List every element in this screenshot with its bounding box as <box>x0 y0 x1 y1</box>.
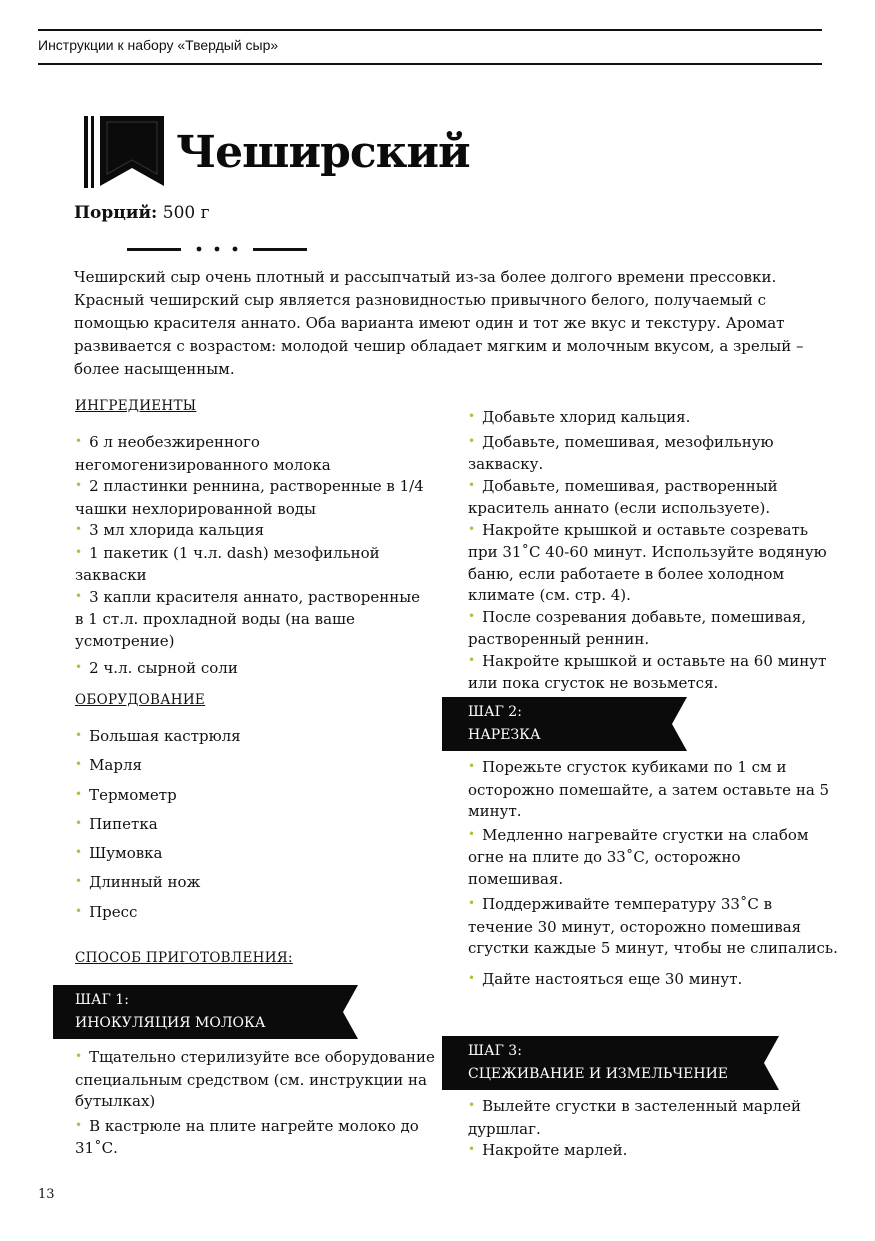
bullet-icon: • <box>468 896 476 910</box>
bullet-icon: • <box>75 1117 83 1132</box>
step1-label: ШАГ 1: <box>75 992 129 1008</box>
step3-banner <box>442 1036 779 1090</box>
step1-list <box>75 1047 435 1160</box>
list-item: • Тщательно стерилизуйте все оборудование специальным средством (см. инструкции на бутылках) <box>75 1048 435 1110</box>
page-number: 13 <box>38 1187 55 1202</box>
list-item: • После созревания добавьте, помешивая, растворенный реннин. <box>468 607 807 648</box>
bullet-icon: • <box>75 874 83 889</box>
bullet-icon: • <box>468 409 476 423</box>
step3-title: СЦЕЖИВАНИЕ И ИЗМЕЛЬЧЕНИЕ <box>468 1066 728 1082</box>
list-item: • Длинный нож <box>75 873 201 892</box>
step2-banner <box>442 697 687 751</box>
servings-value: 500 г <box>162 203 210 223</box>
bullet-icon: • <box>468 1142 476 1156</box>
bullet-icon: • <box>75 478 83 492</box>
bullet-icon: • <box>468 970 476 985</box>
step1-title: ИНОКУЛЯЦИЯ МОЛОКА <box>75 1015 266 1031</box>
list-item: • Пипетка <box>75 814 158 833</box>
list-item: • Большая кастрюля <box>75 727 241 745</box>
list-item: • Накройте марлей. <box>468 1141 628 1159</box>
equipment-list <box>75 722 430 927</box>
list-item: • Добавьте, помешивая, мезофильную закваску. <box>468 432 774 473</box>
list-item: • 2 пластинки реннина, растворенные в 1/4 чашки нехлорированной воды <box>75 477 424 518</box>
list-item: • Поддерживайте температуру 33˚С в течение 30 минут, осторожно помешивая сгустки каждые 5 минут, чтобы не слипались. <box>468 895 838 957</box>
bullet-icon: • <box>468 477 476 492</box>
bullet-icon: • <box>468 826 476 841</box>
bullet-icon: • <box>468 759 476 773</box>
list-item: • 3 мл хлорида кальция <box>75 521 265 539</box>
bookmark-banner-icon <box>80 112 170 192</box>
list-item: • Дайте настояться еще 30 минут. <box>468 969 743 988</box>
list-item: • Добавьте, помешивая, растворенный краситель аннато (если используете). <box>468 476 778 517</box>
header-rule-top <box>38 29 822 31</box>
ingredients-heading: ИНГРЕДИЕНТЫ <box>75 398 197 414</box>
step1-text <box>75 989 265 1035</box>
list-item: • 2 ч.л. сырной соли <box>75 659 238 677</box>
list-item: • В кастрюле на плите нагрейте молоко до 31˚С. <box>75 1116 419 1157</box>
list-item: • 1 пакетик (1 ч.л. dash) мезофильной закваски <box>75 543 380 584</box>
servings <box>74 203 210 223</box>
list-item: • Пресс <box>75 902 138 921</box>
list-item: • Добавьте хлорид кальция. <box>468 408 691 426</box>
list-item: • Марля <box>75 756 142 775</box>
step3-label: ШАГ 3: <box>468 1043 522 1059</box>
step3-text <box>468 1040 728 1086</box>
bullet-icon: • <box>75 434 83 448</box>
step2-label: ШАГ 2: <box>468 704 522 720</box>
list-item: • 3 капли красителя аннато, растворенные в 1 ст.л. прохладной воды (на ваше усмотрение) <box>75 587 421 650</box>
bullet-icon: • <box>75 588 83 603</box>
bullet-icon: • <box>75 845 83 860</box>
bullet-icon: • <box>75 1049 83 1063</box>
bullet-icon: • <box>468 608 476 623</box>
list-item: • Медленно нагревайте сгустки на слабом огне на плите до 33˚С, осторожно помешивая. <box>468 825 809 888</box>
list-item: • 6 л необезжиренного негомогенизированного молока <box>75 433 331 474</box>
ingredients-list <box>75 432 430 681</box>
servings-label: Порций: <box>74 203 158 223</box>
recipe-intro: Чеширский сыр очень плотный и рассыпчатый из-за более долгого времени прессовки. Красный чеширский сыр является разновидностью привычного белого, получаемый с помощью красителя аннато. Оба варианта имеют один и тот же вкус и текстуру. Аромат развивается с возрастом: молодой чешир обладает мягким и молочным вкусом, а зрелый – более насыщенным. <box>74 268 804 378</box>
step2-list <box>468 757 838 991</box>
bullet-icon: • <box>468 652 476 667</box>
bullet-icon: • <box>468 433 476 448</box>
step3-list <box>468 1096 843 1163</box>
bullet-icon: • <box>75 903 83 918</box>
bullet-icon: • <box>468 521 476 536</box>
bullet-icon: • <box>75 815 83 830</box>
list-item: • Порежьте сгусток кубиками по 1 см и осторожно помешайте, а затем оставьте на 5 минут. <box>468 758 830 820</box>
header-rule-bottom <box>38 63 822 65</box>
bullet-icon: • <box>75 728 83 742</box>
bullet-icon: • <box>75 786 83 801</box>
step1-banner <box>53 985 358 1039</box>
bullet-icon: • <box>75 660 83 674</box>
list-item: • Накройте крышкой и оставьте на 60 минут или пока сгусток не возьмется. <box>468 651 827 692</box>
list-item: • Шумовка <box>75 844 163 863</box>
recipe-title-block <box>80 112 470 192</box>
method-heading: СПОСОБ ПРИГОТОВЛЕНИЯ: <box>75 950 293 966</box>
list-item: • Накройте крышкой и оставьте созревать при 31˚С 40-60 минут. Используйте водяную баню, если работаете в более холодном климате (см. стр. 4). <box>468 520 827 604</box>
recipe-title: Чеширский <box>176 126 470 178</box>
bullet-icon: • <box>468 1098 476 1112</box>
step2-title: НАРЕЗКА <box>468 727 541 743</box>
header-title: Инструкции к набору «Твердый сыр» <box>38 37 279 53</box>
step1-continued-list <box>468 407 838 695</box>
step2-text <box>468 701 541 747</box>
bullet-icon: • <box>75 522 83 536</box>
equipment-heading: ОБОРУДОВАНИЕ <box>75 692 206 708</box>
bullet-icon: • <box>75 544 83 559</box>
list-item: • Вылейте сгустки в застеленный марлей дуршлаг. <box>468 1097 801 1138</box>
bullet-icon: • <box>75 757 83 772</box>
ornamental-divider <box>127 239 307 259</box>
list-item: • Термометр <box>75 785 177 804</box>
